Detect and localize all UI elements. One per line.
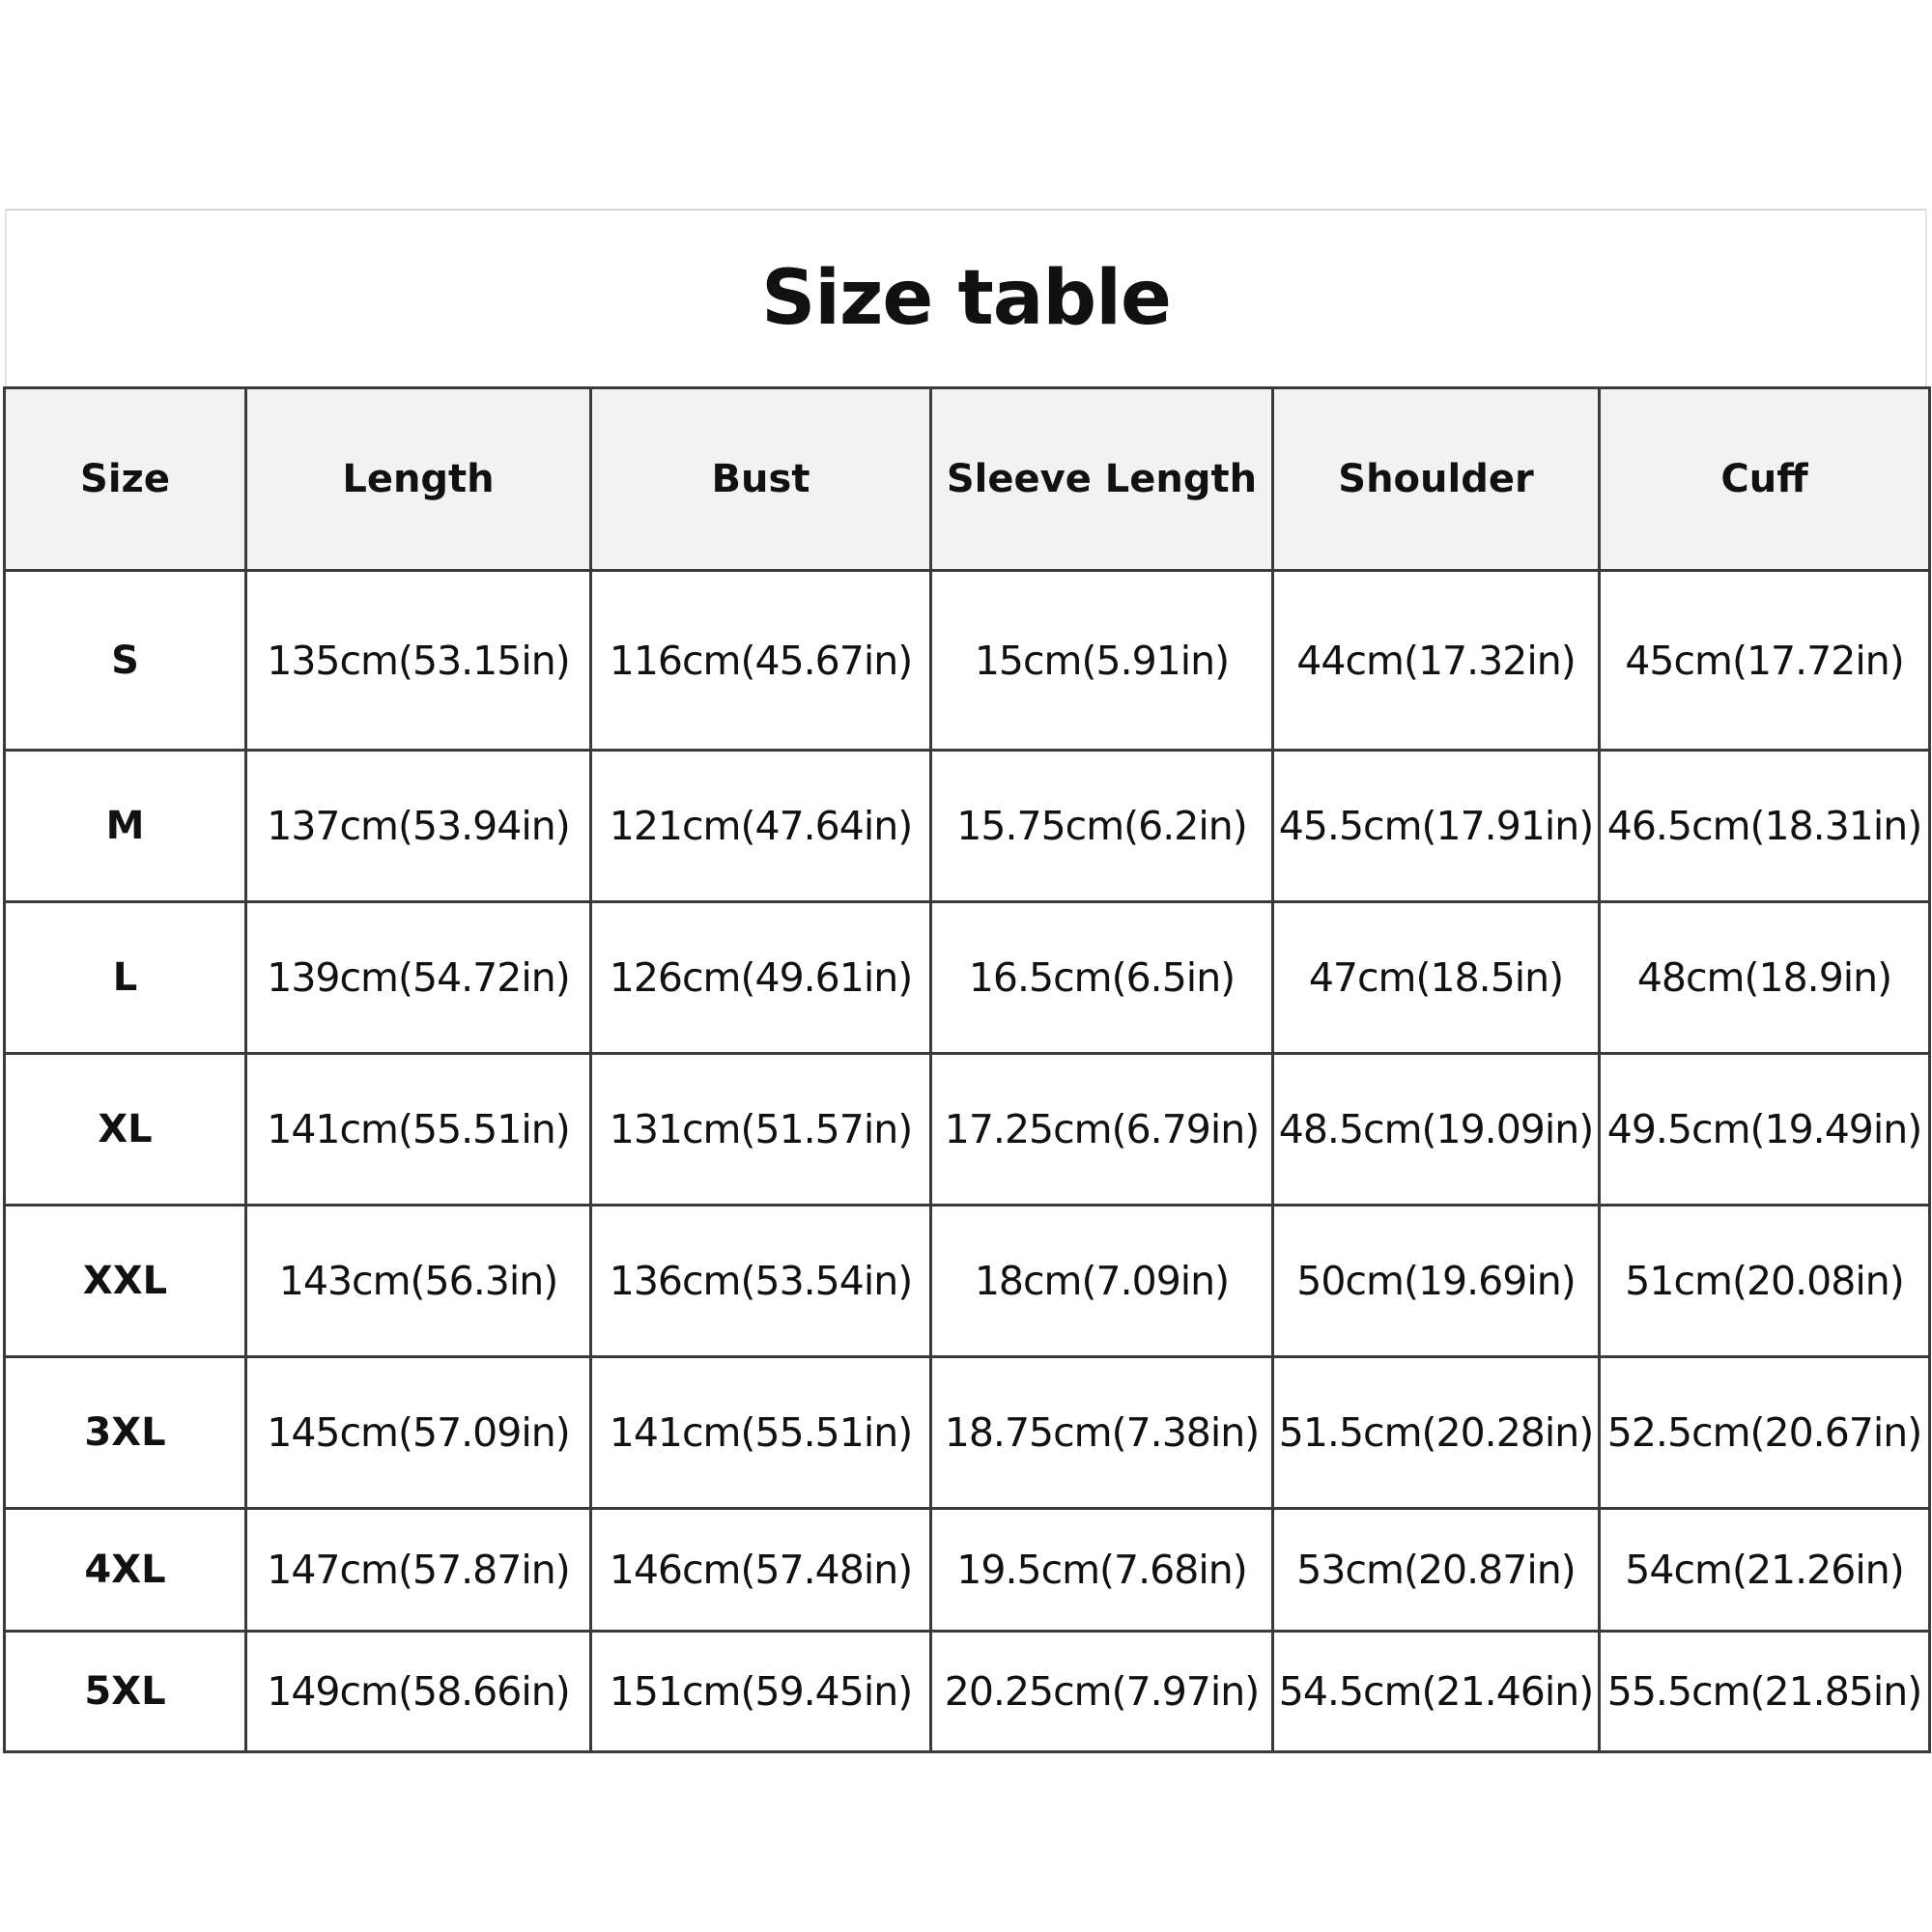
table-row — [5, 1632, 1930, 1752]
sleeve-length-cell: 16.5cm(6.5in) — [931, 902, 1273, 1054]
header-length: Length — [246, 388, 591, 571]
size-cell: S — [5, 571, 246, 751]
length-cell: 145cm(57.09in) — [246, 1357, 591, 1509]
shoulder-cell: 51.5cm(20.28in) — [1273, 1357, 1600, 1509]
cuff-cell: 45cm(17.72in) — [1600, 571, 1930, 751]
size-cell: 3XL — [5, 1357, 246, 1509]
header-cuff: Cuff — [1600, 388, 1930, 571]
shoulder-cell: 48.5cm(19.09in) — [1273, 1054, 1600, 1206]
cuff-cell: 54cm(21.26in) — [1600, 1509, 1930, 1632]
shoulder-cell: 50cm(19.69in) — [1273, 1206, 1600, 1357]
header-bust: Bust — [591, 388, 931, 571]
sleeve-length-cell: 19.5cm(7.68in) — [931, 1509, 1273, 1632]
sleeve-length-cell: 15cm(5.91in) — [931, 571, 1273, 751]
size-cell: L — [5, 902, 246, 1054]
size-cell: 5XL — [5, 1632, 246, 1752]
shoulder-cell: 44cm(17.32in) — [1273, 571, 1600, 751]
cuff-cell: 52.5cm(20.67in) — [1600, 1357, 1930, 1509]
table-row — [5, 751, 1930, 902]
table-row — [5, 902, 1930, 1054]
cuff-cell: 51cm(20.08in) — [1600, 1206, 1930, 1357]
size-cell: M — [5, 751, 246, 902]
table-row — [5, 571, 1930, 751]
bust-cell: 126cm(49.61in) — [591, 902, 931, 1054]
table-row — [5, 1054, 1930, 1206]
sleeve-length-cell: 15.75cm(6.2in) — [931, 751, 1273, 902]
sleeve-length-cell: 17.25cm(6.79in) — [931, 1054, 1273, 1206]
bust-cell: 136cm(53.54in) — [591, 1206, 931, 1357]
length-cell: 137cm(53.94in) — [246, 751, 591, 902]
sleeve-length-cell: 20.25cm(7.97in) — [931, 1632, 1273, 1752]
cuff-cell: 49.5cm(19.49in) — [1600, 1054, 1930, 1206]
length-cell: 149cm(58.66in) — [246, 1632, 591, 1752]
length-cell: 141cm(55.51in) — [246, 1054, 591, 1206]
length-cell: 135cm(53.15in) — [246, 571, 591, 751]
header-size: Size — [5, 388, 246, 571]
cuff-cell: 46.5cm(18.31in) — [1600, 751, 1930, 902]
shoulder-cell: 54.5cm(21.46in) — [1273, 1632, 1600, 1752]
bust-cell: 141cm(55.51in) — [591, 1357, 931, 1509]
sleeve-length-cell: 18cm(7.09in) — [931, 1206, 1273, 1357]
size-cell: XL — [5, 1054, 246, 1206]
bust-cell: 116cm(45.67in) — [591, 571, 931, 751]
cuff-cell: 55.5cm(21.85in) — [1600, 1632, 1930, 1752]
size-cell: 4XL — [5, 1509, 246, 1632]
header-shoulder: Shoulder — [1273, 388, 1600, 571]
shoulder-cell: 45.5cm(17.91in) — [1273, 751, 1600, 902]
title-box — [5, 209, 1927, 386]
size-table — [3, 386, 1931, 1753]
bust-cell: 131cm(51.57in) — [591, 1054, 931, 1206]
length-cell: 147cm(57.87in) — [246, 1509, 591, 1632]
cuff-cell: 48cm(18.9in) — [1600, 902, 1930, 1054]
length-cell: 139cm(54.72in) — [246, 902, 591, 1054]
table-row — [5, 1357, 1930, 1509]
length-cell: 143cm(56.3in) — [246, 1206, 591, 1357]
shoulder-cell: 47cm(18.5in) — [1273, 902, 1600, 1054]
bust-cell: 151cm(59.45in) — [591, 1632, 931, 1752]
shoulder-cell: 53cm(20.87in) — [1273, 1509, 1600, 1632]
bust-cell: 121cm(47.64in) — [591, 751, 931, 902]
sleeve-length-cell: 18.75cm(7.38in) — [931, 1357, 1273, 1509]
header-row — [5, 388, 1930, 571]
bust-cell: 146cm(57.48in) — [591, 1509, 931, 1632]
table-row — [5, 1509, 1930, 1632]
page-title: Size table — [761, 255, 1171, 342]
header-sleeve-length: Sleeve Length — [931, 388, 1273, 571]
table-row — [5, 1206, 1930, 1357]
size-cell: XXL — [5, 1206, 246, 1357]
